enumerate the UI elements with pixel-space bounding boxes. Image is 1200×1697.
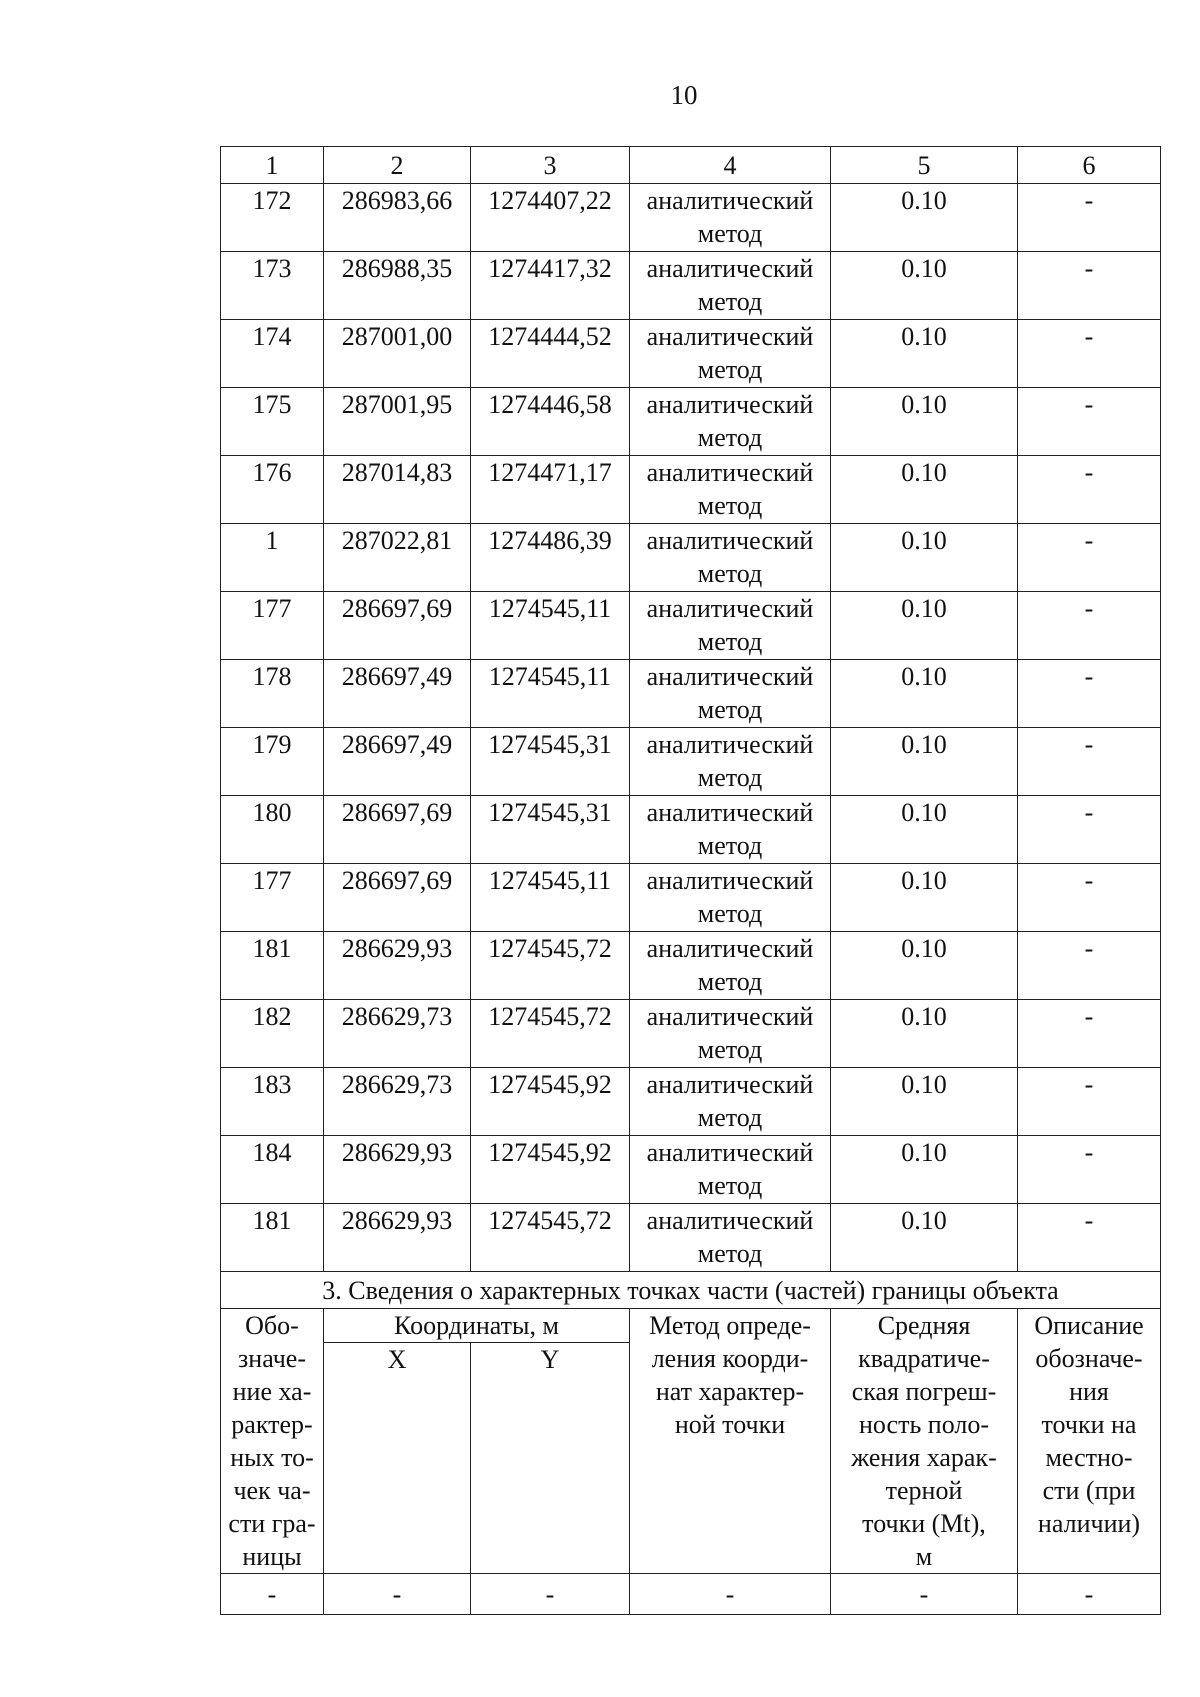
point-id-cell: 176: [221, 456, 324, 524]
empty-cell: -: [221, 1574, 324, 1615]
point-id-cell: 180: [221, 796, 324, 864]
x-coordinate-cell: 286629,93: [324, 1204, 471, 1272]
y-coordinate-cell: 1274545,72: [471, 1000, 630, 1068]
error-cell: 0.10: [831, 660, 1018, 728]
point-id-cell: 181: [221, 1204, 324, 1272]
x-coordinate-cell: 286629,73: [324, 1000, 471, 1068]
table-row: [221, 1000, 1161, 1068]
y-coordinate-cell: 1274446,58: [471, 388, 630, 456]
y-coordinate-cell: 1274444,52: [471, 320, 630, 388]
coordinates-table: [220, 146, 1161, 1615]
error-cell: 0.10: [831, 1000, 1018, 1068]
description-cell: -: [1018, 592, 1161, 660]
error-cell: 0.10: [831, 796, 1018, 864]
error-cell: 0.10: [831, 1068, 1018, 1136]
y-coordinate-cell: 1274545,11: [471, 592, 630, 660]
y-coordinate-cell: 1274471,17: [471, 456, 630, 524]
y-coordinate-cell: 1274545,92: [471, 1136, 630, 1204]
point-id-cell: 174: [221, 320, 324, 388]
y-coordinate-cell: 1274545,92: [471, 1068, 630, 1136]
table-row: [221, 796, 1161, 864]
point-id-cell: 179: [221, 728, 324, 796]
x-coordinate-cell: 286983,66: [324, 184, 471, 252]
description-cell: -: [1018, 252, 1161, 320]
table-row: [221, 524, 1161, 592]
description-cell: -: [1018, 1136, 1161, 1204]
error-cell: 0.10: [831, 932, 1018, 1000]
table-row: [221, 184, 1161, 252]
error-cell: 0.10: [831, 252, 1018, 320]
header-x: X: [324, 1343, 471, 1574]
header-method: Метод опреде- ления коорди- нат характер- ной точки: [630, 1309, 831, 1574]
point-id-cell: 183: [221, 1068, 324, 1136]
description-cell: -: [1018, 456, 1161, 524]
method-cell: аналитический метод: [630, 184, 831, 252]
x-coordinate-cell: 286629,93: [324, 1136, 471, 1204]
table-row: [221, 320, 1161, 388]
x-coordinate-cell: 287001,95: [324, 388, 471, 456]
error-cell: 0.10: [831, 184, 1018, 252]
header-y: Y: [471, 1343, 630, 1574]
method-cell: аналитический метод: [630, 1000, 831, 1068]
x-coordinate-cell: 286697,49: [324, 728, 471, 796]
column-number: 2: [324, 147, 471, 184]
section-3-title-row: [221, 1272, 1161, 1309]
table-row: [221, 660, 1161, 728]
x-coordinate-cell: 287014,83: [324, 456, 471, 524]
method-cell: аналитический метод: [630, 320, 831, 388]
column-number: 6: [1018, 147, 1161, 184]
error-cell: 0.10: [831, 864, 1018, 932]
method-cell: аналитический метод: [630, 728, 831, 796]
column-number-row: [221, 147, 1161, 184]
point-id-cell: 182: [221, 1000, 324, 1068]
y-coordinate-cell: 1274545,31: [471, 728, 630, 796]
point-id-cell: 177: [221, 592, 324, 660]
table-row: [221, 932, 1161, 1000]
empty-cell: -: [471, 1574, 630, 1615]
section-3-empty-row: [221, 1574, 1161, 1615]
description-cell: -: [1018, 728, 1161, 796]
point-id-cell: 177: [221, 864, 324, 932]
description-cell: -: [1018, 1000, 1161, 1068]
header-error: Средняя квадратиче- ская погреш- ность поло- жения харак- терной точки (Mt), м: [831, 1309, 1018, 1574]
method-cell: аналитический метод: [630, 592, 831, 660]
point-id-cell: 178: [221, 660, 324, 728]
x-coordinate-cell: 286988,35: [324, 252, 471, 320]
method-cell: аналитический метод: [630, 1204, 831, 1272]
page-number: 10: [670, 80, 698, 110]
column-number: 3: [471, 147, 630, 184]
empty-cell: -: [1018, 1574, 1161, 1615]
error-cell: 0.10: [831, 320, 1018, 388]
table-row: [221, 864, 1161, 932]
point-id-cell: 184: [221, 1136, 324, 1204]
x-coordinate-cell: 286697,69: [324, 864, 471, 932]
table-row: [221, 252, 1161, 320]
x-coordinate-cell: 286629,93: [324, 932, 471, 1000]
description-cell: -: [1018, 524, 1161, 592]
description-cell: -: [1018, 1204, 1161, 1272]
header-description: Описание обозначе- ния точки на местно- сти (при наличии): [1018, 1309, 1161, 1574]
method-cell: аналитический метод: [630, 796, 831, 864]
empty-cell: -: [831, 1574, 1018, 1615]
description-cell: -: [1018, 932, 1161, 1000]
table-row: [221, 456, 1161, 524]
table-row: [221, 592, 1161, 660]
coordinates-table-body: [221, 147, 1161, 1615]
method-cell: аналитический метод: [630, 524, 831, 592]
error-cell: 0.10: [831, 524, 1018, 592]
method-cell: аналитический метод: [630, 660, 831, 728]
point-id-cell: 1: [221, 524, 324, 592]
table-row: [221, 388, 1161, 456]
section-3-header-row: [221, 1309, 1161, 1343]
empty-cell: -: [630, 1574, 831, 1615]
point-id-cell: 181: [221, 932, 324, 1000]
point-id-cell: 172: [221, 184, 324, 252]
method-cell: аналитический метод: [630, 1136, 831, 1204]
y-coordinate-cell: 1274486,39: [471, 524, 630, 592]
method-cell: аналитический метод: [630, 1068, 831, 1136]
empty-cell: -: [324, 1574, 471, 1615]
point-id-cell: 173: [221, 252, 324, 320]
description-cell: -: [1018, 796, 1161, 864]
y-coordinate-cell: 1274545,72: [471, 1204, 630, 1272]
point-id-cell: 175: [221, 388, 324, 456]
method-cell: аналитический метод: [630, 388, 831, 456]
error-cell: 0.10: [831, 388, 1018, 456]
error-cell: 0.10: [831, 1204, 1018, 1272]
y-coordinate-cell: 1274407,22: [471, 184, 630, 252]
y-coordinate-cell: 1274545,11: [471, 864, 630, 932]
header-coordinates: Координаты, м: [324, 1309, 630, 1343]
x-coordinate-cell: 287022,81: [324, 524, 471, 592]
y-coordinate-cell: 1274545,31: [471, 796, 630, 864]
header-designation: Обо- значе- ние ха- рактер- ных то- чек ча- сти гра- ницы: [221, 1309, 324, 1574]
y-coordinate-cell: 1274545,72: [471, 932, 630, 1000]
method-cell: аналитический метод: [630, 252, 831, 320]
error-cell: 0.10: [831, 456, 1018, 524]
description-cell: -: [1018, 660, 1161, 728]
x-coordinate-cell: 286629,73: [324, 1068, 471, 1136]
method-cell: аналитический метод: [630, 864, 831, 932]
method-cell: аналитический метод: [630, 932, 831, 1000]
column-number: 5: [831, 147, 1018, 184]
description-cell: -: [1018, 388, 1161, 456]
x-coordinate-cell: 286697,49: [324, 660, 471, 728]
error-cell: 0.10: [831, 728, 1018, 796]
y-coordinate-cell: 1274417,32: [471, 252, 630, 320]
table-row: [221, 1136, 1161, 1204]
description-cell: -: [1018, 1068, 1161, 1136]
description-cell: -: [1018, 320, 1161, 388]
x-coordinate-cell: 286697,69: [324, 592, 471, 660]
error-cell: 0.10: [831, 592, 1018, 660]
description-cell: -: [1018, 864, 1161, 932]
error-cell: 0.10: [831, 1136, 1018, 1204]
table-row: [221, 1204, 1161, 1272]
column-number: 1: [221, 147, 324, 184]
method-cell: аналитический метод: [630, 456, 831, 524]
column-number: 4: [630, 147, 831, 184]
y-coordinate-cell: 1274545,11: [471, 660, 630, 728]
x-coordinate-cell: 286697,69: [324, 796, 471, 864]
table-row: [221, 728, 1161, 796]
description-cell: -: [1018, 184, 1161, 252]
x-coordinate-cell: 287001,00: [324, 320, 471, 388]
table-row: [221, 1068, 1161, 1136]
section-3-title: 3. Сведения о характерных точках части (частей) границы объекта: [221, 1272, 1161, 1309]
